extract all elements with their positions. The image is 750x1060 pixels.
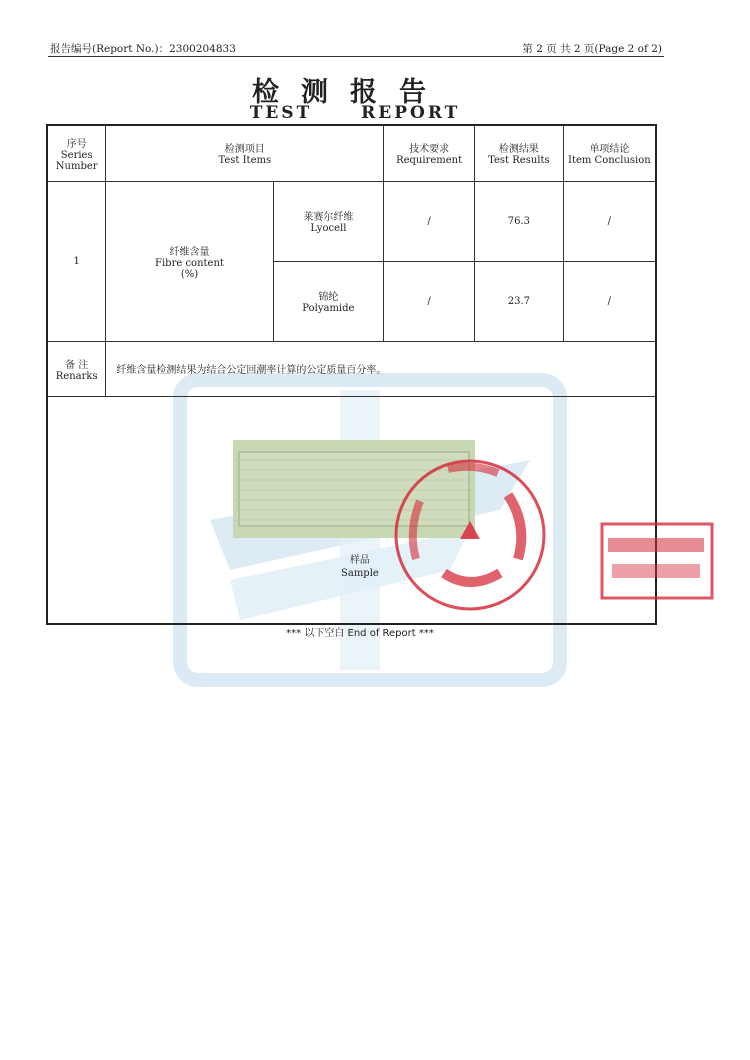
requirement-polyamide: / bbox=[384, 261, 475, 341]
title-chinese: 检测报告 bbox=[252, 77, 448, 108]
title-english: TEST REPORT bbox=[249, 103, 461, 123]
remarks-label: 备 注 Renarks bbox=[47, 341, 106, 396]
fibre-polyamide: 锦纶 Polyamide bbox=[273, 261, 384, 341]
remarks-row bbox=[47, 341, 656, 396]
header-test-items: 检测项目 Test Items bbox=[106, 125, 384, 181]
header-series: 序号 Series Number bbox=[47, 125, 106, 181]
header-item-conclusion: 单项结论 Item Conclusion bbox=[563, 125, 656, 181]
header-test-results: 检测结果 Test Results bbox=[475, 125, 564, 181]
end-of-report: *** 以下空白 End of Report *** bbox=[286, 628, 434, 639]
result-polyamide: 23.7 bbox=[475, 261, 564, 341]
page-indicator: 第 2 页 共 2 页(Page 2 of 2) bbox=[522, 43, 662, 55]
test-item-fibre: 纤维含量 Fibre content (%) bbox=[106, 181, 273, 341]
seam-seal-stamp bbox=[598, 520, 716, 602]
table-row bbox=[47, 181, 656, 261]
conclusion-lyocell: / bbox=[563, 181, 656, 261]
result-lyocell: 76.3 bbox=[475, 181, 564, 261]
table-header-row bbox=[47, 125, 656, 181]
sample-label: 样品 Sample bbox=[341, 554, 379, 579]
header-divider bbox=[48, 56, 664, 57]
remarks-text: 纤维含量检测结果为结合公定回潮率计算的公定质量百分率。 bbox=[106, 341, 656, 396]
report-number: 报告编号(Report No.)：2300204833 bbox=[50, 43, 236, 55]
conclusion-polyamide: / bbox=[563, 261, 656, 341]
header-requirement: 技术要求 Requirement bbox=[384, 125, 475, 181]
row-number: 1 bbox=[47, 181, 106, 341]
results-table bbox=[46, 124, 657, 625]
requirement-lyocell: / bbox=[384, 181, 475, 261]
sample-seal-stamp bbox=[390, 455, 550, 615]
fibre-lyocell: 莱赛尔纤维 Lyocell bbox=[273, 181, 384, 261]
